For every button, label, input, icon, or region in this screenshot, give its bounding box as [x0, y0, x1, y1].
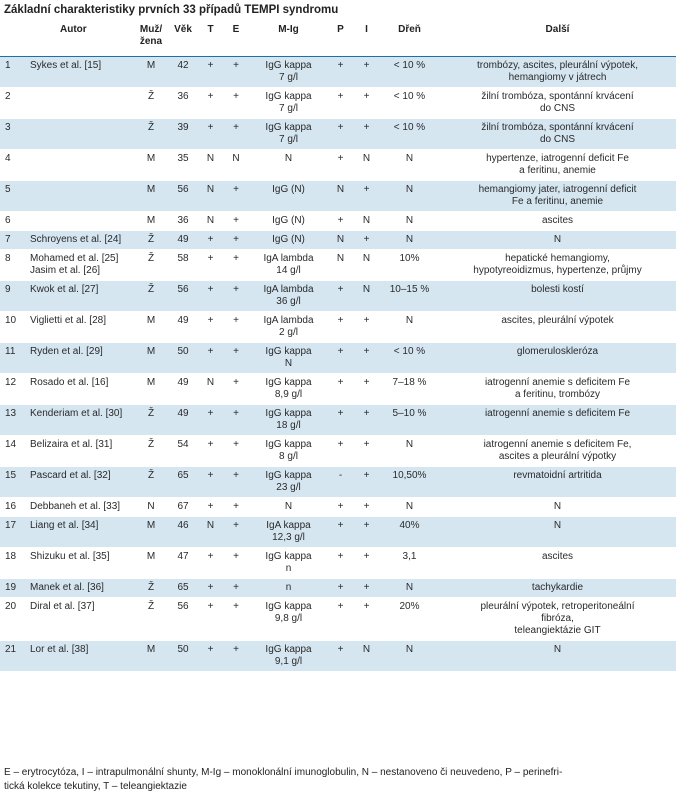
table-row [0, 250, 676, 281]
cell-autor: Liang et al. [34] [26, 517, 134, 548]
cell-dren: N [380, 212, 439, 231]
cell-autor: Debbaneh et al. [33] [26, 498, 134, 517]
cell-i: + [353, 548, 380, 579]
cell-mig: IgG kappa 18 g/l [249, 405, 328, 436]
cell-dalsi: tachykardie [439, 579, 676, 598]
cell-sex: N [134, 498, 168, 517]
cell-vek: 42 [168, 57, 198, 88]
table-row [0, 467, 676, 498]
cell-p: + [328, 548, 353, 579]
cell-e: + [223, 641, 249, 672]
cell-t: N [198, 181, 223, 212]
cell-sex: M [134, 641, 168, 672]
table-title: Základní charakteristiky prvních 33 případů TEMPI syndromu [4, 4, 339, 16]
cell-p: + [328, 212, 353, 231]
cell-e: + [223, 88, 249, 119]
cell-dren: N [380, 231, 439, 250]
header-dren: Dřeň [380, 22, 439, 57]
cell-vek: 49 [168, 405, 198, 436]
cell-num: 10 [0, 312, 26, 343]
cell-p: + [328, 498, 353, 517]
cell-sex: M [134, 57, 168, 88]
cell-dalsi: N [439, 517, 676, 548]
cell-dalsi: ascites [439, 212, 676, 231]
cell-p: - [328, 467, 353, 498]
cell-i: N [353, 212, 380, 231]
table-header-row [0, 22, 676, 57]
cell-p: + [328, 57, 353, 88]
cell-autor: Kenderiam et al. [30] [26, 405, 134, 436]
cell-t: + [198, 405, 223, 436]
cell-sex: Ž [134, 579, 168, 598]
cell-num: 4 [0, 150, 26, 181]
cell-e: + [223, 436, 249, 467]
cell-autor: Manek et al. [36] [26, 579, 134, 598]
table-row [0, 641, 676, 672]
cell-vek: 65 [168, 579, 198, 598]
cell-sex: Ž [134, 231, 168, 250]
cell-dren: < 10 % [380, 88, 439, 119]
table-footnote: E – erytrocytóza, I – intrapulmonální shunty, M-Ig – monoklonální imunoglobulin, N – nestanoveno či neuvedeno, P – perinefri- tická kolekce tekutiny, T – teleangiektazie [4, 767, 563, 792]
cell-vek: 56 [168, 181, 198, 212]
cell-e: + [223, 598, 249, 641]
cell-dalsi: revmatoidní artritida [439, 467, 676, 498]
cell-vek: 49 [168, 312, 198, 343]
cell-p: + [328, 517, 353, 548]
header-t: T [198, 22, 223, 57]
cell-autor [26, 88, 134, 119]
cell-i: + [353, 498, 380, 517]
cell-dren: 40% [380, 517, 439, 548]
cell-mig: n [249, 579, 328, 598]
cell-sex: Ž [134, 598, 168, 641]
cell-i: + [353, 119, 380, 150]
header-sex: Muž/ žena [134, 22, 168, 57]
cell-e: + [223, 212, 249, 231]
cell-mig: IgG kappa 9,8 g/l [249, 598, 328, 641]
cell-dren: N [380, 498, 439, 517]
cell-i: N [353, 641, 380, 672]
cell-i: N [353, 250, 380, 281]
cell-sex: M [134, 517, 168, 548]
cell-sex: M [134, 548, 168, 579]
cell-vek: 49 [168, 374, 198, 405]
cell-t: + [198, 598, 223, 641]
table-row [0, 88, 676, 119]
cell-dren: < 10 % [380, 343, 439, 374]
cell-p: + [328, 374, 353, 405]
cell-dalsi: glomeruloskleróza [439, 343, 676, 374]
cell-i: + [353, 517, 380, 548]
cell-autor: Ryden et al. [29] [26, 343, 134, 374]
cell-dren: N [380, 181, 439, 212]
cell-num: 2 [0, 88, 26, 119]
cell-vek: 50 [168, 343, 198, 374]
cell-vek: 58 [168, 250, 198, 281]
cell-vek: 36 [168, 212, 198, 231]
cell-p: + [328, 150, 353, 181]
cell-vek: 35 [168, 150, 198, 181]
cell-dalsi: trombózy, ascites, pleurální výpotek, hemangiomy v játrech [439, 57, 676, 88]
cell-dalsi: žilní trombóza, spontánní krvácení do CNS [439, 119, 676, 150]
cell-num: 21 [0, 641, 26, 672]
cell-p: + [328, 281, 353, 312]
cell-sex: Ž [134, 250, 168, 281]
cell-autor [26, 212, 134, 231]
cell-t: + [198, 250, 223, 281]
cell-num: 12 [0, 374, 26, 405]
cell-num: 13 [0, 405, 26, 436]
cell-p: + [328, 312, 353, 343]
cell-mig: IgG kappa 8 g/l [249, 436, 328, 467]
cell-i: + [353, 598, 380, 641]
cell-vek: 54 [168, 436, 198, 467]
cell-i: + [353, 181, 380, 212]
cell-dalsi: bolesti kostí [439, 281, 676, 312]
cell-t: + [198, 88, 223, 119]
table-row [0, 150, 676, 181]
cell-t: + [198, 231, 223, 250]
cell-vek: 47 [168, 548, 198, 579]
cell-i: + [353, 579, 380, 598]
cell-dren: 20% [380, 598, 439, 641]
table-row [0, 57, 676, 88]
cell-e: + [223, 250, 249, 281]
cell-num: 17 [0, 517, 26, 548]
cell-num: 18 [0, 548, 26, 579]
cell-autor: Rosado et al. [16] [26, 374, 134, 405]
cell-dren: 10,50% [380, 467, 439, 498]
cell-mig: IgG kappa 7 g/l [249, 57, 328, 88]
cell-t: + [198, 343, 223, 374]
cell-p: + [328, 405, 353, 436]
cell-vek: 36 [168, 88, 198, 119]
cell-vek: 56 [168, 281, 198, 312]
cell-p: + [328, 579, 353, 598]
table-body [0, 57, 676, 672]
cell-dalsi: iatrogenní anemie s deficitem Fe, ascites a pleurální výpotky [439, 436, 676, 467]
table-row [0, 181, 676, 212]
cell-sex: Ž [134, 88, 168, 119]
cell-i: + [353, 88, 380, 119]
cell-autor: Shizuku et al. [35] [26, 548, 134, 579]
cell-num: 9 [0, 281, 26, 312]
table-row [0, 598, 676, 641]
cell-mig: IgG kappa 8,9 g/l [249, 374, 328, 405]
header-i: I [353, 22, 380, 57]
cell-mig: N [249, 498, 328, 517]
cell-p: + [328, 436, 353, 467]
cell-dalsi: iatrogenní anemie s deficitem Fe a feritinu, trombózy [439, 374, 676, 405]
cell-p: + [328, 641, 353, 672]
header-p: P [328, 22, 353, 57]
cell-e: + [223, 498, 249, 517]
cell-t: + [198, 281, 223, 312]
cell-sex: M [134, 374, 168, 405]
cell-dren: 5–10 % [380, 405, 439, 436]
cell-dalsi: hemangiomy jater, iatrogenní deficit Fe a feritinu, anemie [439, 181, 676, 212]
cell-mig: IgG kappa 9,1 g/l [249, 641, 328, 672]
cell-num: 3 [0, 119, 26, 150]
cell-t: N [198, 517, 223, 548]
cell-vek: 65 [168, 467, 198, 498]
cell-p: N [328, 250, 353, 281]
header-autor: Autor [26, 22, 134, 57]
table-row [0, 579, 676, 598]
cell-num: 11 [0, 343, 26, 374]
cell-i: N [353, 281, 380, 312]
cell-sex: Ž [134, 436, 168, 467]
table-row [0, 119, 676, 150]
cell-sex: M [134, 312, 168, 343]
cell-mig: IgA lambda 14 g/l [249, 250, 328, 281]
cell-i: + [353, 231, 380, 250]
cell-num: 8 [0, 250, 26, 281]
cell-i: + [353, 436, 380, 467]
header-mig: M-Ig [249, 22, 328, 57]
cell-dren: N [380, 312, 439, 343]
cell-num: 7 [0, 231, 26, 250]
cell-i: + [353, 374, 380, 405]
table-row [0, 517, 676, 548]
cell-sex: M [134, 212, 168, 231]
header-num [0, 22, 26, 57]
cell-e: + [223, 343, 249, 374]
cell-mig: IgG (N) [249, 212, 328, 231]
cell-t: N [198, 150, 223, 181]
cell-e: + [223, 374, 249, 405]
cell-t: + [198, 312, 223, 343]
cell-sex: Ž [134, 119, 168, 150]
cell-t: + [198, 436, 223, 467]
table-row [0, 405, 676, 436]
cell-e: + [223, 467, 249, 498]
cell-num: 15 [0, 467, 26, 498]
cell-num: 1 [0, 57, 26, 88]
cell-autor: Diral et al. [37] [26, 598, 134, 641]
cell-i: + [353, 467, 380, 498]
cell-p: + [328, 598, 353, 641]
cell-e: + [223, 231, 249, 250]
cell-dalsi: hepatické hemangiomy, hypotyreoidizmus, hypertenze, průjmy [439, 250, 676, 281]
cell-num: 6 [0, 212, 26, 231]
cell-vek: 39 [168, 119, 198, 150]
cell-dalsi: N [439, 498, 676, 517]
cell-dren: N [380, 150, 439, 181]
cell-autor: Pascard et al. [32] [26, 467, 134, 498]
cell-dalsi: iatrogenní anemie s deficitem Fe [439, 405, 676, 436]
cell-p: + [328, 119, 353, 150]
cell-i: + [353, 405, 380, 436]
table-row [0, 374, 676, 405]
cell-t: + [198, 641, 223, 672]
cell-i: + [353, 312, 380, 343]
cell-e: + [223, 281, 249, 312]
cell-t: N [198, 374, 223, 405]
cell-p: + [328, 88, 353, 119]
cell-num: 20 [0, 598, 26, 641]
cell-mig: IgG (N) [249, 231, 328, 250]
cell-dren: N [380, 436, 439, 467]
header-vek: Věk [168, 22, 198, 57]
table-row [0, 343, 676, 374]
cell-sex: Ž [134, 281, 168, 312]
cell-dren: 7–18 % [380, 374, 439, 405]
cell-p: N [328, 181, 353, 212]
cell-i: + [353, 343, 380, 374]
cell-dalsi: N [439, 641, 676, 672]
cell-dren: N [380, 641, 439, 672]
header-e: E [223, 22, 249, 57]
cell-num: 19 [0, 579, 26, 598]
cell-t: + [198, 579, 223, 598]
cell-autor [26, 119, 134, 150]
cell-i: N [353, 150, 380, 181]
cell-dren: 3,1 [380, 548, 439, 579]
cell-autor [26, 150, 134, 181]
cell-mig: IgG kappa 7 g/l [249, 119, 328, 150]
cell-mig: IgG (N) [249, 181, 328, 212]
cell-vek: 46 [168, 517, 198, 548]
cell-vek: 49 [168, 231, 198, 250]
cell-mig: IgA lambda 36 g/l [249, 281, 328, 312]
cell-dalsi: ascites, pleurální výpotek [439, 312, 676, 343]
cell-mig: IgG kappa N [249, 343, 328, 374]
cell-num: 5 [0, 181, 26, 212]
cell-vek: 50 [168, 641, 198, 672]
cell-autor: Mohamed et al. [25] Jasim et al. [26] [26, 250, 134, 281]
cell-e: + [223, 119, 249, 150]
cell-autor: Schroyens et al. [24] [26, 231, 134, 250]
cell-e: + [223, 517, 249, 548]
cell-autor: Belizaira et al. [31] [26, 436, 134, 467]
cell-mig: IgA lambda 2 g/l [249, 312, 328, 343]
cell-t: + [198, 57, 223, 88]
cell-vek: 56 [168, 598, 198, 641]
cell-dren: 10–15 % [380, 281, 439, 312]
table-row [0, 312, 676, 343]
cell-mig: N [249, 150, 328, 181]
tempi-cases-table [0, 22, 676, 672]
cell-dren: 10% [380, 250, 439, 281]
cell-dalsi: hypertenze, iatrogenní deficit Fe a feritinu, anemie [439, 150, 676, 181]
table-row [0, 498, 676, 517]
cell-num: 14 [0, 436, 26, 467]
cell-e: + [223, 405, 249, 436]
cell-e: + [223, 181, 249, 212]
cell-t: + [198, 119, 223, 150]
cell-dren: < 10 % [380, 57, 439, 88]
cell-e: + [223, 548, 249, 579]
cell-e: + [223, 579, 249, 598]
table-row [0, 436, 676, 467]
cell-sex: Ž [134, 405, 168, 436]
table-row [0, 548, 676, 579]
cell-dalsi: žilní trombóza, spontánní krvácení do CNS [439, 88, 676, 119]
table-row [0, 231, 676, 250]
cell-e: + [223, 57, 249, 88]
cell-autor [26, 181, 134, 212]
cell-vek: 67 [168, 498, 198, 517]
cell-mig: IgG kappa n [249, 548, 328, 579]
cell-t: + [198, 498, 223, 517]
cell-dalsi: N [439, 231, 676, 250]
cell-dren: < 10 % [380, 119, 439, 150]
cell-num: 16 [0, 498, 26, 517]
cell-sex: M [134, 150, 168, 181]
cell-i: + [353, 57, 380, 88]
cell-p: N [328, 231, 353, 250]
cell-p: + [328, 343, 353, 374]
cell-e: N [223, 150, 249, 181]
cell-t: N [198, 212, 223, 231]
header-dalsi: Další [439, 22, 676, 57]
cell-dren: N [380, 579, 439, 598]
cell-autor: Kwok et al. [27] [26, 281, 134, 312]
table-row [0, 281, 676, 312]
cell-sex: Ž [134, 467, 168, 498]
cell-sex: M [134, 181, 168, 212]
table-row [0, 212, 676, 231]
cell-dalsi: ascites [439, 548, 676, 579]
cell-autor: Viglietti et al. [28] [26, 312, 134, 343]
cell-dalsi: pleurální výpotek, retroperitoneální fibróza, teleangiektázie GIT [439, 598, 676, 641]
cell-t: + [198, 467, 223, 498]
cell-e: + [223, 312, 249, 343]
cell-t: + [198, 548, 223, 579]
cell-mig: IgG kappa 7 g/l [249, 88, 328, 119]
cell-mig: IgA kappa 12,3 g/l [249, 517, 328, 548]
cell-autor: Lor et al. [38] [26, 641, 134, 672]
cell-autor: Sykes et al. [15] [26, 57, 134, 88]
cell-mig: IgG kappa 23 g/l [249, 467, 328, 498]
cell-sex: M [134, 343, 168, 374]
